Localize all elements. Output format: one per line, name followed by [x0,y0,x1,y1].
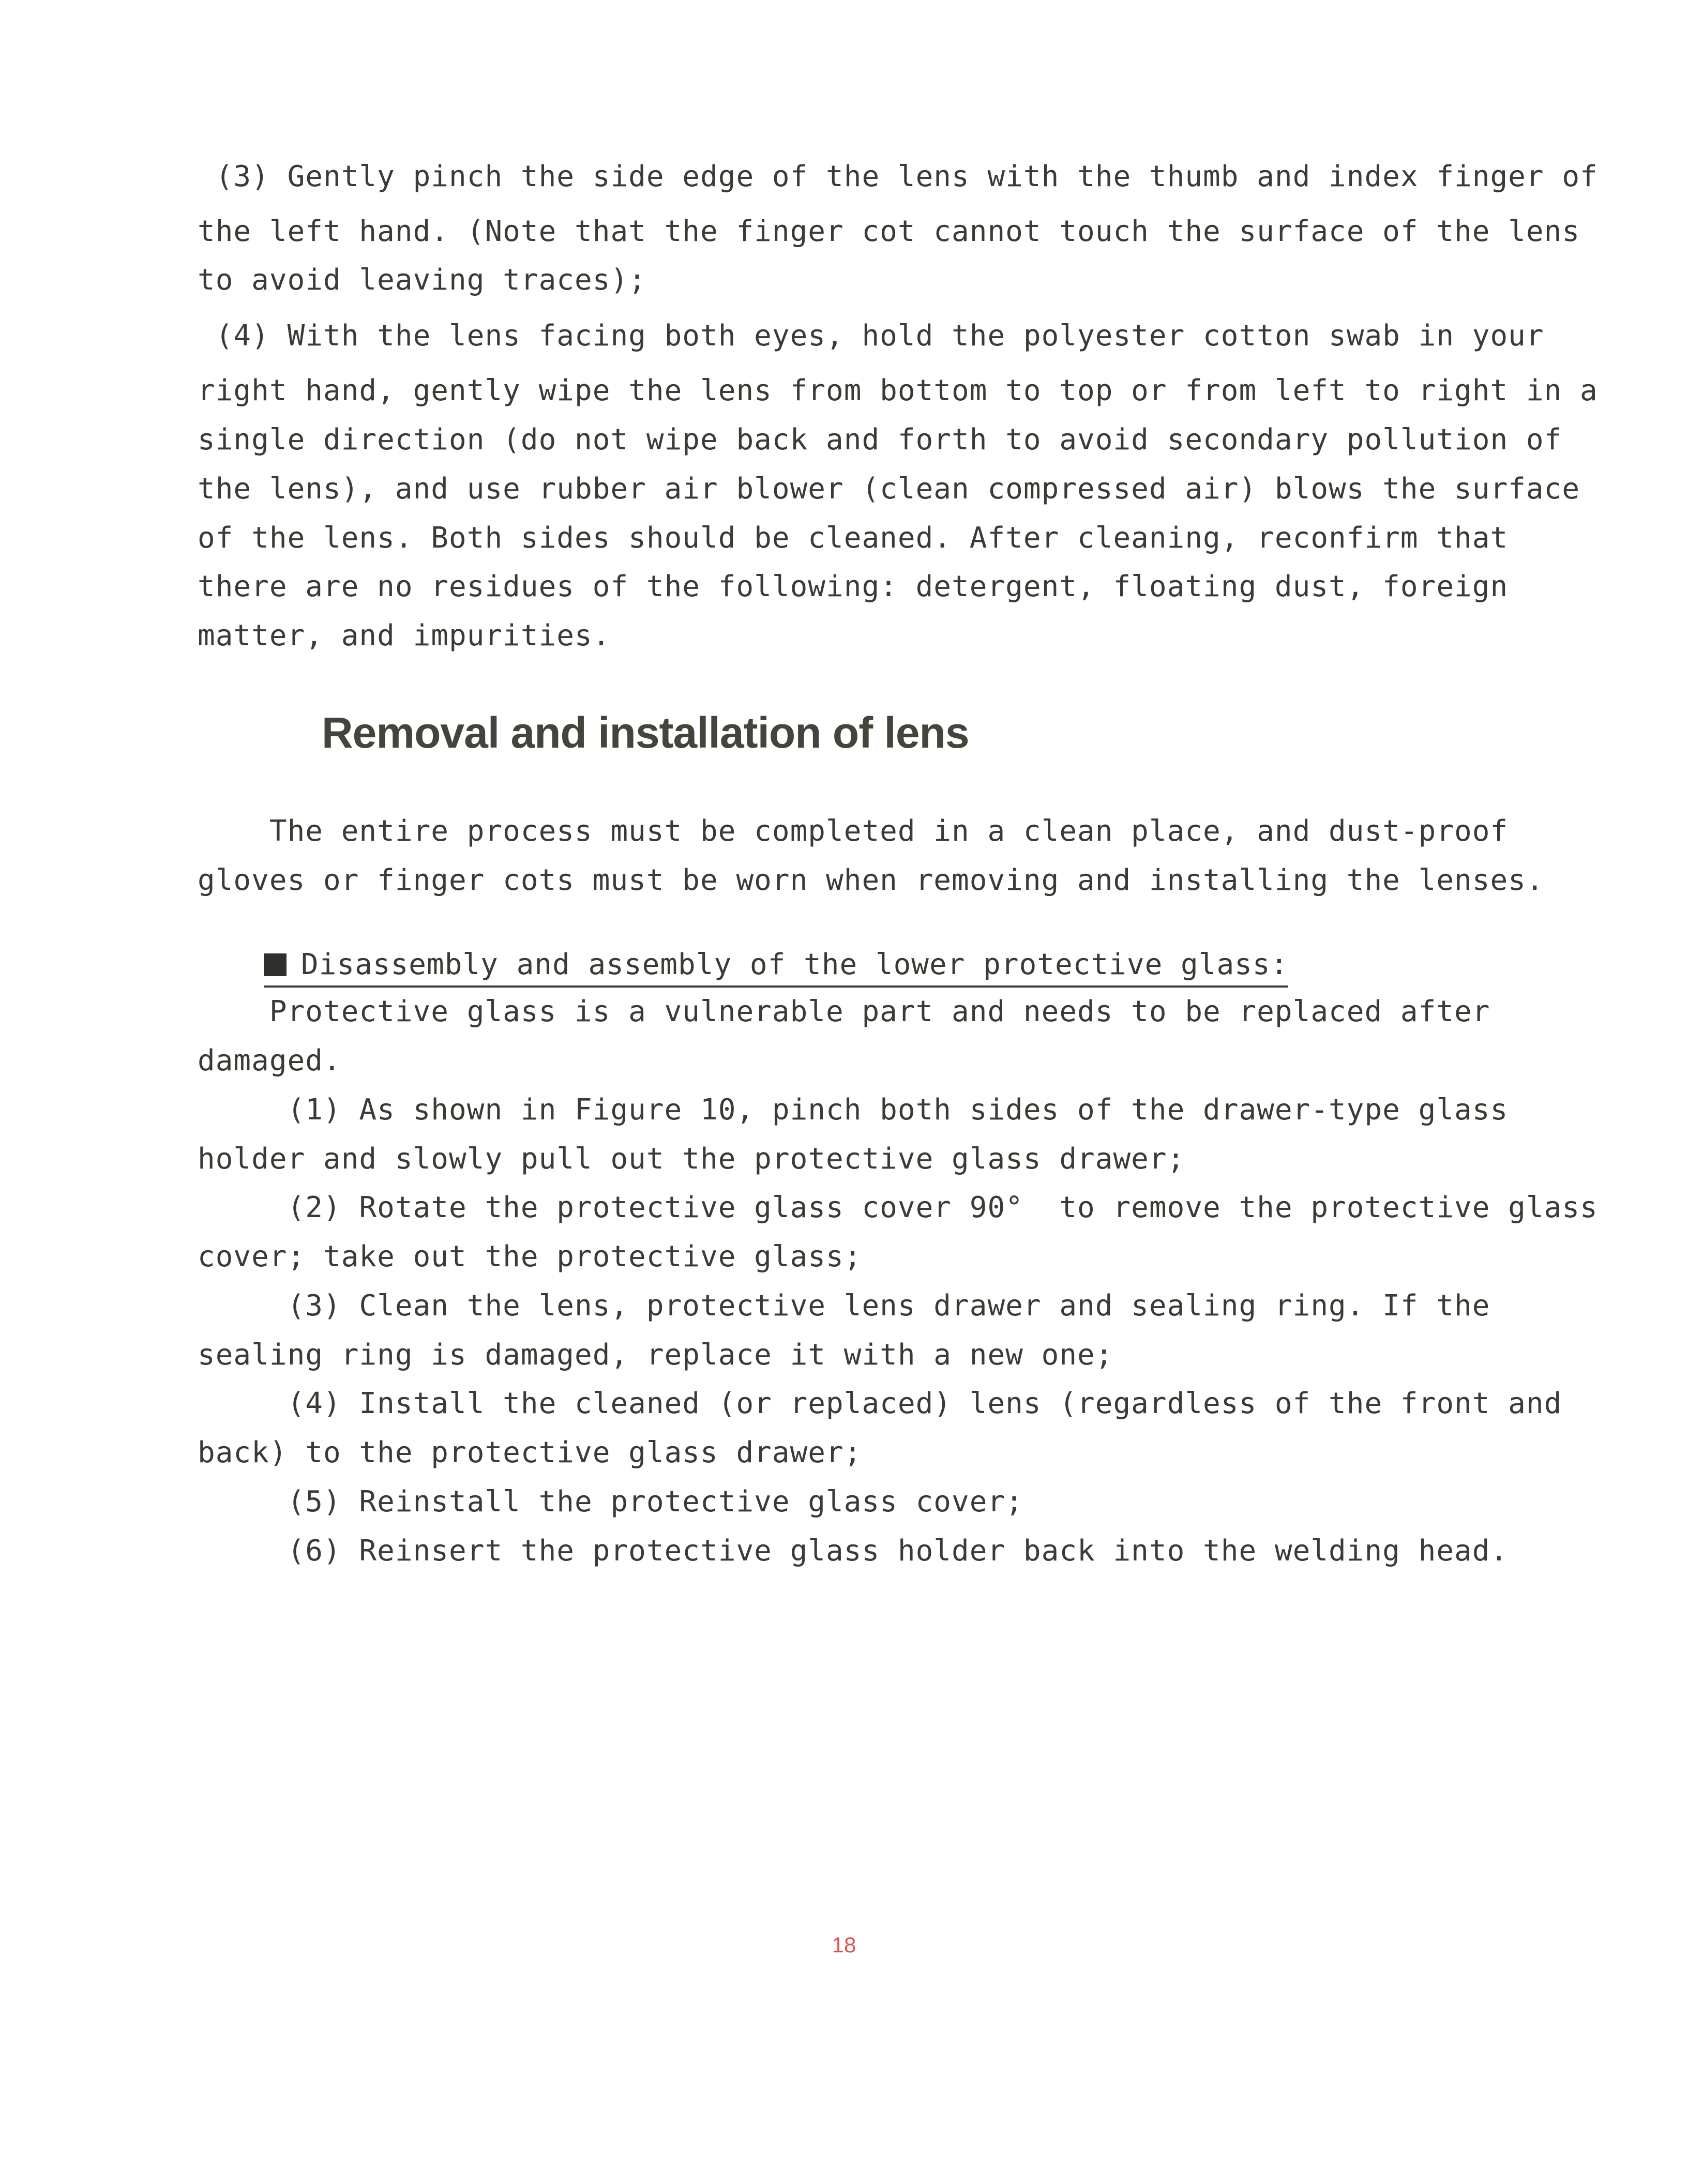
subsection-heading [264,944,1288,988]
step-line-7: (4) Install the cleaned (or replaced) lens (regardless of the front and [198,1387,1562,1420]
protective-line-2: damaged. [198,1044,341,1078]
step4-line-1: (4) With the lens facing both eyes, hold the polyester cotton swab in your [198,319,1544,353]
section-heading: Removal and installation of lens [322,708,969,757]
step4-line-7: matter, and impurities. [198,619,611,653]
step-line-2: holder and slowly pull out the protective glass drawer; [198,1142,1185,1176]
step4-line-6: there are no residues of the following: detergent, floating dust, foreign [198,570,1509,603]
intro-line-2: gloves or finger cots must be worn when removing and installing the lenses. [198,863,1544,897]
step-line-9: (5) Reinstall the protective glass cover; [198,1485,1023,1519]
step3-line-2: the left hand. (Note that the finger cot cannot touch the surface of the lens [198,215,1580,248]
step-line-5: (3) Clean the lens, protective lens drawer and sealing ring. If the [198,1289,1490,1323]
step3-line-3: to avoid leaving traces); [198,263,646,297]
step-line-1: (1) As shown in Figure 10, pinch both sides of the drawer-type glass [198,1093,1509,1127]
intro-line-1: The entire process must be completed in a clean place, and dust-proof [198,814,1509,848]
step4-line-4: the lens), and use rubber air blower (clean compressed air) blows the surface [198,472,1580,506]
step-line-4: cover; take out the protective glass; [198,1240,862,1273]
step4-line-3: single direction (do not wipe back and forth to avoid secondary pollution of [198,423,1562,457]
bullet-square-icon [264,953,287,976]
protective-line-1: Protective glass is a vulnerable part and needs to be replaced after [198,995,1490,1028]
step-line-3: (2) Rotate the protective glass cover 90° to remove the protective glass [198,1191,1598,1224]
page-number: 18 [832,1933,856,1957]
step-line-6: sealing ring is damaged, replace it with a new one; [198,1338,1113,1372]
subsection-heading-text: Disassembly and assembly of the lower protective glass: [301,948,1289,981]
step3-line-1: (3) Gently pinch the side edge of the lens with the thumb and index finger of [198,160,1598,193]
step-line-8: back) to the protective glass drawer; [198,1436,862,1469]
step4-line-2: right hand, gently wipe the lens from bottom to top or from left to right in a [198,374,1598,407]
step4-line-5: of the lens. Both sides should be cleaned. After cleaning, reconfirm that [198,521,1509,555]
step-line-10: (6) Reinsert the protective glass holder back into the welding head. [198,1534,1509,1568]
